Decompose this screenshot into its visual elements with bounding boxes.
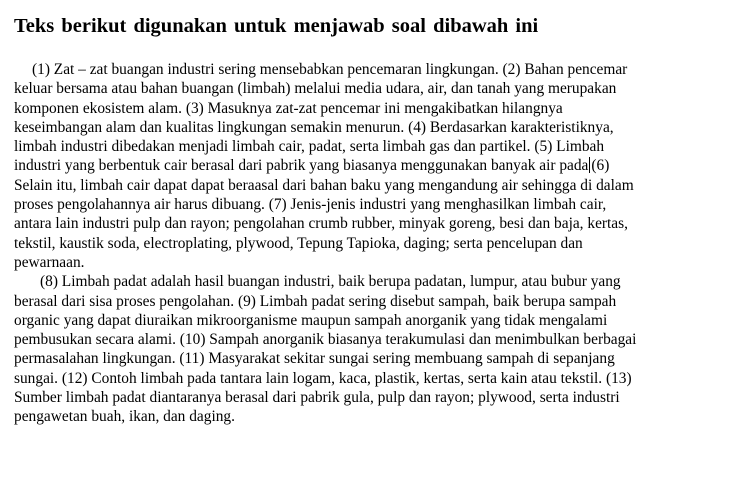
text-line: sungai. (12) Contoh limbah pada tantara lain logam, kaca, plastik, kertas, serta kain atau tekstil. (13) <box>14 369 632 387</box>
text-line: pengawetan buah, ikan, dan daging. <box>14 408 235 426</box>
text-line: permasalahan lingkungan. (11) Masyarakat sekitar sungai sering membuang sampah di sepanjang <box>14 350 615 368</box>
paragraph-2[interactable] <box>14 272 724 426</box>
page-title: Teks berikut digunakan untuk menjawab soal dibawah ini <box>14 15 539 37</box>
text-line: limbah industri dibedakan menjadi limbah cair, padat, serta limbah gas dan partikel. (5) Limbah <box>14 138 605 156</box>
text-line: antara lain industri pulp dan rayon; pengolahan crumb rubber, minyak goreng, besi dan baja, kertas, <box>14 215 628 233</box>
text-line: pewarnaan. <box>14 253 85 271</box>
text-line: pembusukan secara alami. (10) Sampah anorganik biasanya terakumulasi dan menimbulkan berbagai <box>14 331 637 349</box>
text-line: organic yang dapat diuraikan mikroorganisme maupun sampah anorganik yang tidak mengalami <box>14 311 608 329</box>
text-line: keseimbangan alam dan kualitas lingkungan semakin menurun. (4) Berdasarkan karakteristiknya, <box>14 118 614 136</box>
text-line: komponen ekosistem alam. (3) Masuknya zat-zat pencemar ini mengakibatkan hilangnya <box>14 99 563 117</box>
text-line-with-cursor <box>14 156 724 175</box>
text-line: keluar bersama atau bahan buangan (limbah) melalui media udara, air, dan tanah yang merupakan <box>14 80 617 98</box>
text-segment: (6) <box>591 157 610 175</box>
text-line: (1) Zat – zat buangan industri sering mensebabkan pencemaran lingkungan. (2) Bahan pencemar <box>32 61 628 78</box>
text-line: proses pengolahannya air harus dibuang. (7) Jenis-jenis industri yang menghasilkan limbah cair, <box>14 196 607 214</box>
text-segment: industri yang berbentuk cair berasal dari pabrik yang biasanya menggunakan banyak air pada <box>14 157 589 175</box>
paragraph-1[interactable] <box>14 60 724 272</box>
text-line: Sumber limbah padat diantaranya berasal dari pabrik gula, pulp dan rayon; plywood, serta industri <box>14 389 620 407</box>
text-line: Selain itu, limbah cair dapat dapat beraasal dari bahan baku yang mengandung air sehingga di dalam <box>14 176 634 194</box>
text-line: (8) Limbah padat adalah hasil buangan industri, baik berupa padatan, lumpur, atau bubur yang <box>40 273 621 291</box>
text-line: tekstil, kaustik soda, electroplating, plywood, Tepung Tapioka, daging; serta pencelupan dan <box>14 234 583 252</box>
text-line: berasal dari sisa proses pengolahan. (9) Limbah padat sering disebut sampah, baik berupa sampah <box>14 292 617 310</box>
